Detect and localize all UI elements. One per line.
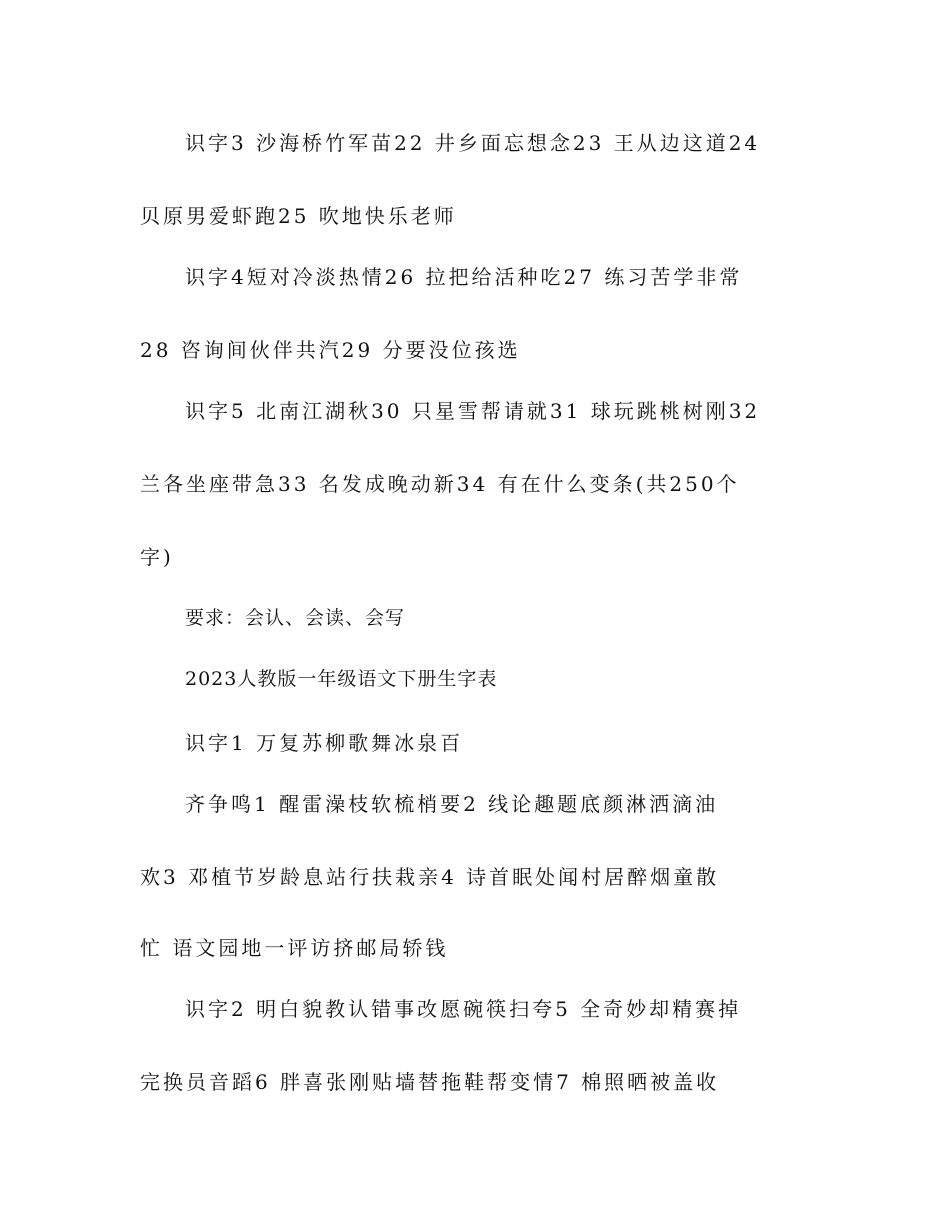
text-line: 28 咨询间伙伴共汽29 分要没位孩选	[140, 338, 521, 362]
text-line: 识字3 沙海桥竹军苗22 井乡面忘想念23 王从边这道24	[185, 131, 761, 155]
text-line: 忙 语文园地一评访挤邮局轿钱	[140, 936, 449, 960]
document-title: 2023人教版一年级语文下册生字表	[185, 668, 498, 690]
text-line: 字)	[140, 545, 174, 569]
text-line: 识字5 北南江湖秋30 只星雪帮请就31 球玩跳桃树刚32	[185, 399, 761, 423]
text-line: 识字1 万复苏柳歌舞冰泉百	[185, 731, 464, 755]
text-line: 识字4短对冷淡热情26 拉把给活种吃27 练习苦学非常	[185, 265, 743, 289]
requirement-line: 要求：会认、会读、会写	[185, 607, 406, 629]
text-line: 齐争鸣1 醒雷澡枝软梳梢要2 线论趣题底颜淋洒滴油	[185, 792, 719, 816]
text-line: 贝原男爱虾跑25 吹地快乐老师	[140, 204, 457, 228]
text-line: 识字2 明白貌教认错事改愿碗筷扫夸5 全奇妙却精赛掉	[185, 997, 742, 1021]
text-line: 兰各坐座带急33 名发成晚动新34 有在什么变条(共250个	[140, 472, 740, 496]
text-line: 欢3 邓植节岁龄息站行扶栽亲4 诗首眠处闻村居醉烟童散	[140, 865, 720, 889]
text-line: 完换员音蹈6 胖喜张刚贴墙替拖鞋帮变情7 棉照晒被盖收	[140, 1070, 720, 1094]
